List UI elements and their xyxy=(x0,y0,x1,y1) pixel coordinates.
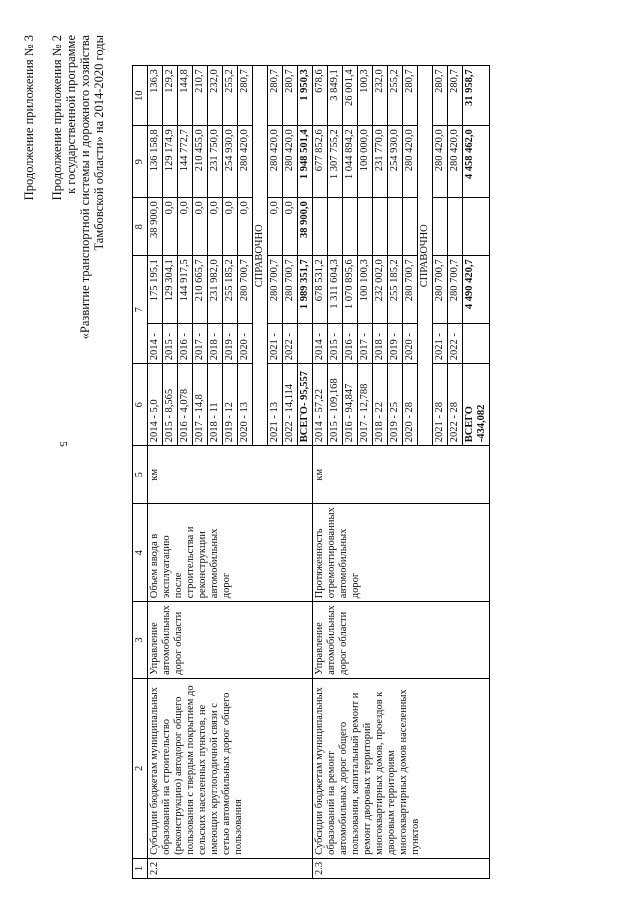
column-number: 6 xyxy=(133,364,148,446)
federal-funding: 0,0 xyxy=(208,198,223,256)
column-number: 10 xyxy=(133,66,148,126)
total-funding: 144 917,5 xyxy=(178,256,193,324)
local-funding: 280,7 xyxy=(268,66,283,126)
regional-funding: 280 420,0 xyxy=(268,126,283,198)
program-heading-line: «Развитие транспортной системы и дорожного хозяйства xyxy=(78,35,92,340)
total-funding: 255 185,2 xyxy=(388,256,403,324)
rotated-sheet xyxy=(14,15,614,885)
table-row xyxy=(148,66,163,879)
local-funding: 280,7 xyxy=(433,66,448,126)
year-label: 2021 - xyxy=(268,324,283,364)
regional-funding: 254 930,0 xyxy=(223,126,238,198)
federal-funding xyxy=(328,198,343,256)
local-funding: 280,7 xyxy=(238,66,253,126)
reference-label: СПРАВОЧНО xyxy=(253,66,268,446)
total-funding: 231 982,0 xyxy=(208,256,223,324)
indicator-value: 2014 - 57,22 xyxy=(313,364,328,446)
local-funding: 280,7 xyxy=(283,66,298,126)
federal-funding: 38 900,0 xyxy=(148,198,163,256)
regional-funding: 129 174,9 xyxy=(163,126,178,198)
total-year xyxy=(463,324,490,364)
unit: км xyxy=(148,446,313,504)
indicator-value: 2020 - 28 xyxy=(403,364,418,446)
total-funding: 280 700,7 xyxy=(283,256,298,324)
year-label: 2018 - xyxy=(373,324,388,364)
program-table xyxy=(132,65,490,879)
regional-funding: 280 420,0 xyxy=(448,126,463,198)
indicator-value: 2015 - 8,565 xyxy=(163,364,178,446)
program-heading-line: к государственной программе xyxy=(64,35,78,194)
local-funding: 144,8 xyxy=(178,66,193,126)
column-number: 7 xyxy=(133,256,148,364)
regional-funding: 280 420,0 xyxy=(403,126,418,198)
regional-funding: 231 750,0 xyxy=(208,126,223,198)
regional-funding: 210 455,0 xyxy=(193,126,208,198)
column-number: 4 xyxy=(133,504,148,602)
column-number: 2 xyxy=(133,678,148,858)
federal-funding xyxy=(448,198,463,256)
federal-funding: 0,0 xyxy=(238,198,253,256)
federal-funding xyxy=(433,198,448,256)
indicator-value: 2019 - 25 xyxy=(388,364,403,446)
regional-funding: 231 770,0 xyxy=(373,126,388,198)
total-indicator: ВСЕГО -434,082 xyxy=(463,364,490,446)
row-number: 2.2 xyxy=(148,858,313,878)
year-label: 2017 - xyxy=(193,324,208,364)
measure-name: Субсидии бюджетам муниципальных образований на ремонт автомобильных дорог общего пользования, капитальный ремонт и ремонт дворовых территорий многоквартирных домов, проездов к дворовым территориям многоквартирных домов населенных пунктов xyxy=(313,678,490,858)
indicator-value: 2019 - 12 xyxy=(223,364,238,446)
program-heading-line: Продолжение приложения № 2 xyxy=(50,35,64,201)
column-number: 5 xyxy=(133,446,148,504)
local-funding: 26 001,4 xyxy=(343,66,358,126)
federal-funding xyxy=(373,198,388,256)
year-label: 2020 - xyxy=(238,324,253,364)
federal-funding xyxy=(403,198,418,256)
unit: км xyxy=(313,446,490,504)
total-funding: 280 700,7 xyxy=(448,256,463,324)
indicator-value: 2020 - 13 xyxy=(238,364,253,446)
local-funding: 210,7 xyxy=(193,66,208,126)
year-label: 2015 - xyxy=(328,324,343,364)
total-funding: 678 531,2 xyxy=(313,256,328,324)
local-funding: 678,6 xyxy=(313,66,328,126)
indicator-value: 2021 - 13 xyxy=(268,364,283,446)
total-funding: 1 989 351,7 xyxy=(298,256,313,324)
local-funding: 280,7 xyxy=(403,66,418,126)
year-label: 2017 - xyxy=(358,324,373,364)
indicator-value: 2018 - 11 xyxy=(208,364,223,446)
year-label: 2016 - xyxy=(343,324,358,364)
indicator-name: Объем ввода в эксплуатацию после строительства и реконструкции автомобильных дорог xyxy=(148,504,313,602)
regional-funding: 144 772,7 xyxy=(178,126,193,198)
year-label: 2016 - xyxy=(178,324,193,364)
federal-funding: 0,0 xyxy=(268,198,283,256)
total-funding: 255 185,2 xyxy=(223,256,238,324)
total-funding: 280 700,7 xyxy=(238,256,253,324)
indicator-value: 2017 - 14,8 xyxy=(193,364,208,446)
year-label: 2018 - xyxy=(208,324,223,364)
program-heading xyxy=(50,35,106,339)
regional-funding: 280 420,0 xyxy=(283,126,298,198)
regional-funding: 100 000,0 xyxy=(358,126,373,198)
column-number-row xyxy=(133,66,148,879)
column-number: 9 xyxy=(133,126,148,198)
total-year xyxy=(298,324,313,364)
indicator-value: 2016 - 94,847 xyxy=(343,364,358,446)
indicator-value: 2021 - 28 xyxy=(433,364,448,446)
indicator-value: 2022 - 14,114 xyxy=(283,364,298,446)
total-funding: 232 002,0 xyxy=(373,256,388,324)
regional-funding: 1 948 501,4 xyxy=(298,126,313,198)
regional-funding: 4 458 462,0 xyxy=(463,126,490,198)
regional-funding: 280 420,0 xyxy=(238,126,253,198)
year-label: 2022 - xyxy=(283,324,298,364)
year-label: 2020 - xyxy=(403,324,418,364)
indicator-name: Протяженность отремонтированных автомобильных дорог xyxy=(313,504,490,602)
year-label: 2014 - xyxy=(313,324,328,364)
federal-funding: 0,0 xyxy=(163,198,178,256)
federal-funding: 38 900,0 xyxy=(298,198,313,256)
local-funding: 100,3 xyxy=(358,66,373,126)
indicator-value: 2016 - 4,078 xyxy=(178,364,193,446)
indicator-value: 2014 - 5,0 xyxy=(148,364,163,446)
total-funding: 175 195,1 xyxy=(148,256,163,324)
row-number: 2.3 xyxy=(313,858,490,878)
year-label: 2015 - xyxy=(163,324,178,364)
federal-funding xyxy=(313,198,328,256)
total-funding: 129 304,1 xyxy=(163,256,178,324)
measure-name: Субсидии бюджетам муниципальных образований на строительство (реконструкцию) автодорог общего пользования с твердым покрытием до сельских населенных пунктов, не имеющих круглогодичной связи с сетью автомобильных дорог общего пользования xyxy=(148,678,313,858)
total-funding: 100 100,3 xyxy=(358,256,373,324)
federal-funding xyxy=(463,198,490,256)
regional-funding: 1 307 755,2 xyxy=(328,126,343,198)
federal-funding xyxy=(343,198,358,256)
federal-funding: 0,0 xyxy=(283,198,298,256)
year-label: 2019 - xyxy=(388,324,403,364)
column-number: 1 xyxy=(133,858,148,878)
regional-funding: 254 930,0 xyxy=(388,126,403,198)
federal-funding: 0,0 xyxy=(178,198,193,256)
regional-funding: 280 420,0 xyxy=(433,126,448,198)
local-funding: 280,7 xyxy=(448,66,463,126)
total-funding: 280 700,7 xyxy=(268,256,283,324)
total-funding: 280 700,7 xyxy=(403,256,418,324)
program-heading-line: Тамбовской области» на 2014-2020 годы xyxy=(92,35,106,251)
regional-funding: 1 044 894,2 xyxy=(343,126,358,198)
total-funding: 1 070 895,6 xyxy=(343,256,358,324)
local-funding: 3 849,1 xyxy=(328,66,343,126)
table-row xyxy=(313,66,328,879)
local-funding: 136,3 xyxy=(148,66,163,126)
year-label: 2014 - xyxy=(148,324,163,364)
appendix-heading: Продолжение приложения № 3 xyxy=(22,35,36,201)
total-indicator: ВСЕГО- 95,557 xyxy=(298,364,313,446)
federal-funding xyxy=(358,198,373,256)
local-funding: 31 958,7 xyxy=(463,66,490,126)
column-number: 3 xyxy=(133,602,148,679)
year-label: 2022 - xyxy=(448,324,463,364)
executor: Управление автомобильных дорог области xyxy=(148,602,313,679)
page-number: 5 xyxy=(56,441,69,447)
federal-funding xyxy=(388,198,403,256)
reference-label: СПРАВОЧНО xyxy=(418,66,433,446)
local-funding: 255,2 xyxy=(223,66,238,126)
indicator-value: 2015 - 109,168 xyxy=(328,364,343,446)
year-label: 2019 - xyxy=(223,324,238,364)
total-funding: 280 700,7 xyxy=(433,256,448,324)
indicator-value: 2018 - 22 xyxy=(373,364,388,446)
indicator-value: 2017 - 12,788 xyxy=(358,364,373,446)
indicator-value: 2022 - 28 xyxy=(448,364,463,446)
federal-funding: 0,0 xyxy=(223,198,238,256)
local-funding: 232,0 xyxy=(208,66,223,126)
total-funding: 4 490 420,7 xyxy=(463,256,490,324)
column-number: 8 xyxy=(133,198,148,256)
regional-funding: 136 158,8 xyxy=(148,126,163,198)
local-funding: 255,2 xyxy=(388,66,403,126)
local-funding: 232,0 xyxy=(373,66,388,126)
total-funding: 1 311 604,3 xyxy=(328,256,343,324)
local-funding: 1 950,3 xyxy=(298,66,313,126)
year-label: 2021 - xyxy=(433,324,448,364)
regional-funding: 677 852,6 xyxy=(313,126,328,198)
executor: Управление автомобильных дорог области xyxy=(313,602,490,679)
federal-funding: 0,0 xyxy=(193,198,208,256)
local-funding: 129,2 xyxy=(163,66,178,126)
total-funding: 210 665,7 xyxy=(193,256,208,324)
